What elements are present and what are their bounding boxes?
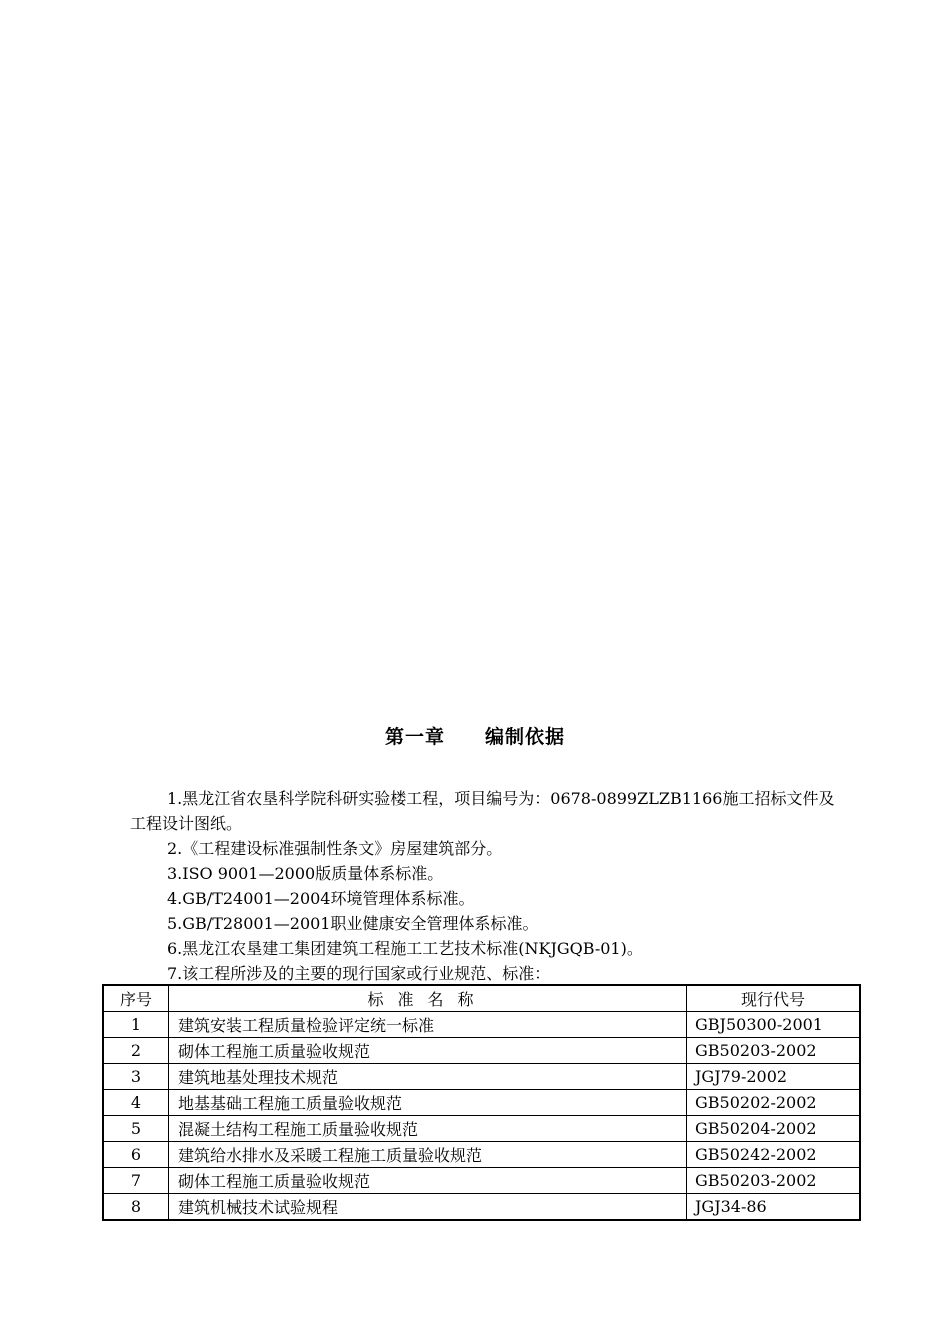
cell-name: 建筑安装工程质量检验评定统一标准: [169, 1012, 687, 1038]
basis-item: 4.GB/T24001—2004环境管理体系标准。: [167, 889, 475, 908]
cell-name: 砌体工程施工质量验收规范: [169, 1168, 687, 1194]
header-name-label: 标准名称: [367, 990, 488, 1009]
basis-item: 2.《工程建设标准强制性条文》房屋建筑部分。: [167, 839, 503, 858]
basis-item: 1.黑龙江省农垦科学院科研实验楼工程，项目编号为：0678-0899ZLZB1166施工招标文件及工程设计图纸。: [130, 789, 835, 833]
header-no: 序号: [103, 985, 169, 1012]
cell-no: 1: [103, 1012, 169, 1038]
header-name: [169, 985, 687, 1012]
cell-no: 3: [103, 1064, 169, 1090]
table-row: [103, 1194, 860, 1221]
table-row: [103, 1168, 860, 1194]
cell-code: GB50203-2002: [687, 1038, 861, 1064]
table-row: [103, 1012, 860, 1038]
table-row: [103, 1142, 860, 1168]
table-row: [103, 1038, 860, 1064]
table-header-row: [103, 985, 860, 1012]
cell-name: 砌体工程施工质量验收规范: [169, 1038, 687, 1064]
standards-table: [102, 984, 861, 1221]
table-row: [103, 1116, 860, 1142]
basis-item: 7.该工程所涉及的主要的现行国家或行业规范、标准：: [167, 964, 551, 983]
basis-list: [130, 786, 835, 986]
table-row: [103, 1064, 860, 1090]
cell-code: JGJ34-86: [687, 1194, 861, 1221]
cell-name: 地基基础工程施工质量验收规范: [169, 1090, 687, 1116]
cell-name: 混凝土结构工程施工质量验收规范: [169, 1116, 687, 1142]
basis-item: 6.黑龙江农垦建工集团建筑工程施工工艺技术标准(NKJGQB-01)。: [167, 939, 643, 958]
cell-no: 7: [103, 1168, 169, 1194]
chapter-title: 第一章 编制依据: [384, 726, 565, 748]
cell-no: 4: [103, 1090, 169, 1116]
cell-code: GB50202-2002: [687, 1090, 861, 1116]
cell-code: GB50242-2002: [687, 1142, 861, 1168]
cell-no: 8: [103, 1194, 169, 1221]
cell-no: 6: [103, 1142, 169, 1168]
table-row: [103, 1090, 860, 1116]
cell-no: 5: [103, 1116, 169, 1142]
cell-code: GB50204-2002: [687, 1116, 861, 1142]
cell-no: 2: [103, 1038, 169, 1064]
cell-code: GB50203-2002: [687, 1168, 861, 1194]
cell-name: 建筑地基处理技术规范: [169, 1064, 687, 1090]
cell-code: GBJ50300-2001: [687, 1012, 861, 1038]
cell-name: 建筑机械技术试验规程: [169, 1194, 687, 1221]
basis-item: 5.GB/T28001—2001职业健康安全管理体系标准。: [167, 914, 539, 933]
cell-code: JGJ79-2002: [687, 1064, 861, 1090]
cell-name: 建筑给水排水及采暖工程施工质量验收规范: [169, 1142, 687, 1168]
header-code: 现行代号: [687, 985, 861, 1012]
basis-item: 3.ISO 9001—2000版质量体系标准。: [167, 864, 444, 883]
